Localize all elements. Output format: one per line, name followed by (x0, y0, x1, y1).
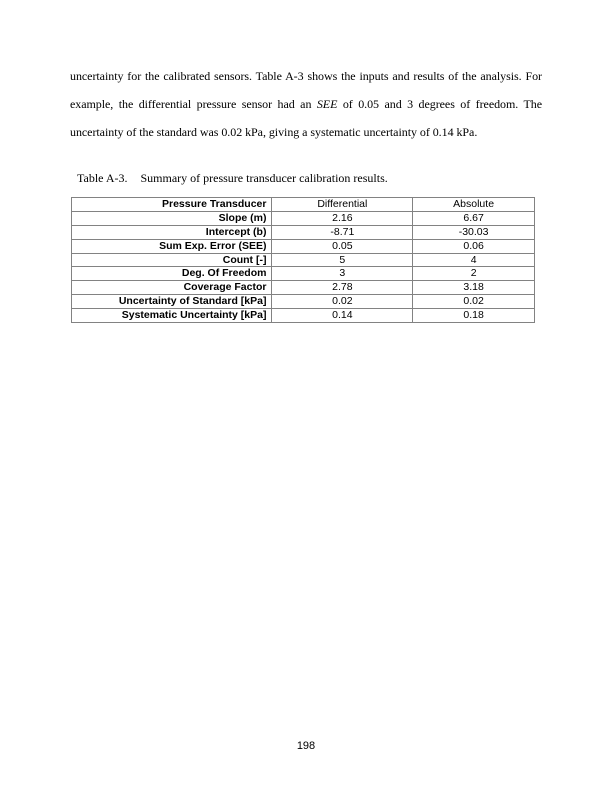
paragraph-line-1 (70, 62, 542, 90)
cell-differential: 3 (272, 267, 413, 281)
table-row (72, 253, 535, 267)
cell-differential: 0.14 (272, 309, 413, 323)
cell-differential: 2.16 (272, 211, 413, 225)
paragraph-text: example, the differential pressure sensor had an (70, 97, 317, 112)
cell-differential: 0.05 (272, 239, 413, 253)
cell-absolute: 6.67 (413, 211, 535, 225)
paragraph-text: uncertainty for the calibrated sensors. Table A-3 shows the inputs and results of the analysis. For (70, 69, 542, 83)
table-row (72, 225, 535, 239)
table-row (72, 281, 535, 295)
page-number: 198 (296, 740, 316, 752)
cell-absolute: 0.06 (413, 239, 535, 253)
row-label: Coverage Factor (72, 281, 272, 295)
table-row (72, 309, 535, 323)
cell-absolute: -30.03 (413, 225, 535, 239)
cell-absolute: 4 (413, 253, 535, 267)
table-header-row (72, 198, 535, 212)
table-row (72, 295, 535, 309)
table-row (72, 267, 535, 281)
cell-differential: 2.78 (272, 281, 413, 295)
row-label: Systematic Uncertainty [kPa] (72, 309, 272, 323)
cell-absolute: 0.18 (413, 309, 535, 323)
paragraph-text: of 0.05 and 3 degrees of freedom. The (337, 97, 542, 112)
table-caption-text: Summary of pressure transducer calibration results. (140, 171, 388, 185)
paragraph-text: uncertainty of the standard was 0.02 kPa, giving a systematic uncertainty of 0.14 kPa. (70, 125, 478, 140)
table-caption (77, 171, 388, 186)
header-cell-differential: Differential (272, 198, 413, 212)
header-cell-absolute: Absolute (413, 198, 535, 212)
row-label: Count [-] (72, 253, 272, 267)
calibration-results-table (71, 197, 535, 323)
paragraph-line-3 (70, 118, 542, 146)
header-cell-pressure-transducer: Pressure Transducer (72, 198, 272, 212)
cell-differential: 0.02 (272, 295, 413, 309)
row-label: Sum Exp. Error (SEE) (72, 239, 272, 253)
row-label: Intercept (b) (72, 225, 272, 239)
cell-differential: -8.71 (272, 225, 413, 239)
cell-absolute: 2 (413, 267, 535, 281)
italic-term-see: SEE (316, 97, 338, 112)
table-caption-label: Table A-3. (77, 171, 128, 185)
row-label: Uncertainty of Standard [kPa] (72, 295, 272, 309)
cell-differential: 5 (272, 253, 413, 267)
row-label: Slope (m) (72, 211, 272, 225)
cell-absolute: 0.02 (413, 295, 535, 309)
row-label: Deg. Of Freedom (72, 267, 272, 281)
cell-absolute: 3.18 (413, 281, 535, 295)
paragraph-line-2 (70, 90, 542, 118)
table-row (72, 239, 535, 253)
body-paragraph (70, 62, 542, 147)
table-row (72, 211, 535, 225)
